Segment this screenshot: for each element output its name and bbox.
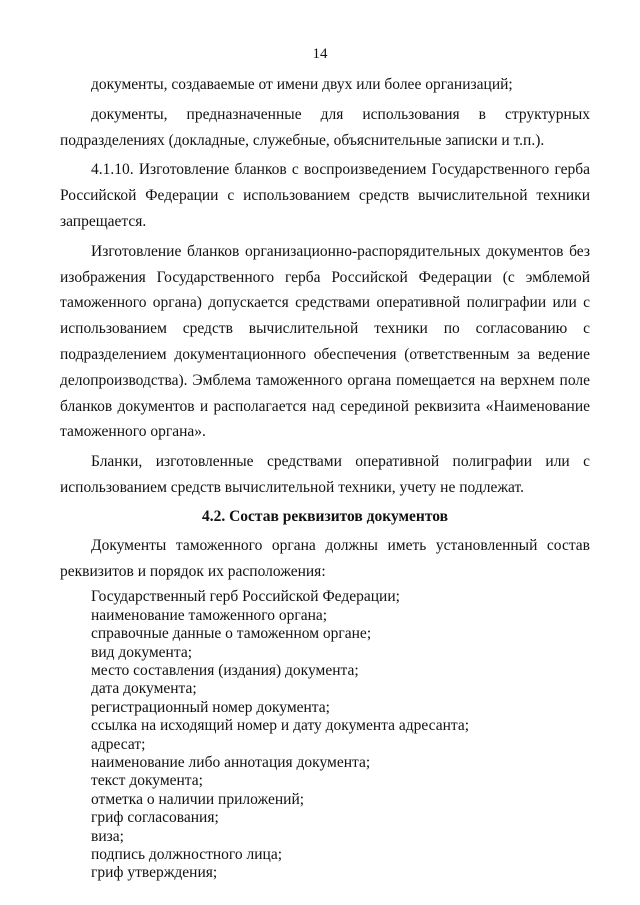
page-number: 14: [312, 46, 328, 62]
list-item: наименование либо аннотация документа;: [91, 754, 371, 771]
document-body: [60, 72, 590, 883]
list-item: ссылка на исходящий номер и дату документа адресанта;: [91, 717, 470, 735]
paragraph-section-intro: Документы таможенного органа должны иметь установленный состав реквизитов и порядок их расположения:: [60, 536, 590, 580]
list-item: гриф согласования;: [91, 809, 219, 827]
list-item: отметка о наличии приложений;: [91, 790, 305, 808]
paragraph-blank-production: Изготовление бланков организационно-распорядительных документов без изображения Государственного герба Российской Федерации (с эмблемой таможенного органа) допускается средствами оперативной полиграфии или с использованием средств вычислительной техники по согласованию с подразделением документационного обеспечения (ответственным за ведение делопроизводства). Эмблема таможенного органа помещается на верхнем поле бланков документов и располагается над серединой реквизита «Наименование таможенного органа».: [60, 242, 590, 441]
list-item: регистрационный номер документа;: [91, 698, 330, 716]
list-item: виза;: [91, 827, 124, 845]
paragraph-multi-org-documents: документы, создаваемые от имени двух или более организаций;: [91, 76, 513, 93]
list-item: подпись должностного лица;: [91, 846, 283, 864]
list-item: текст документа;: [91, 772, 203, 790]
list-item: Государственный герб Российской Федерации;: [91, 588, 400, 606]
list-item: наименование таможенного органа;: [91, 606, 328, 624]
paragraph-internal-documents: документы, предназначенные для использования в структурных подразделениях (докладные, служебные, объяснительные записки и т.п.).: [60, 105, 590, 149]
list-item: гриф утверждения;: [91, 864, 218, 882]
list-item: дата документа;: [91, 680, 197, 698]
requisites-list: [60, 588, 590, 883]
paragraph-clause-4-1-10: 4.1.10. Изготовление бланков с воспроизведением Государственного герба Российской Федерации с использованием средств вычислительной техники запрещается.: [60, 161, 590, 230]
paragraph-blank-accounting: Бланки, изготовленные средствами оперативной полиграфии или с использованием средств вычислительной техники, учету не подлежат.: [60, 453, 590, 496]
list-item: вид документа;: [91, 643, 192, 661]
section-heading: 4.2. Состав реквизитов документов: [201, 507, 449, 525]
list-item: место составления (издания) документа;: [91, 661, 359, 679]
list-item: адресат;: [91, 735, 146, 753]
list-item: справочные данные о таможенном органе;: [91, 625, 372, 643]
